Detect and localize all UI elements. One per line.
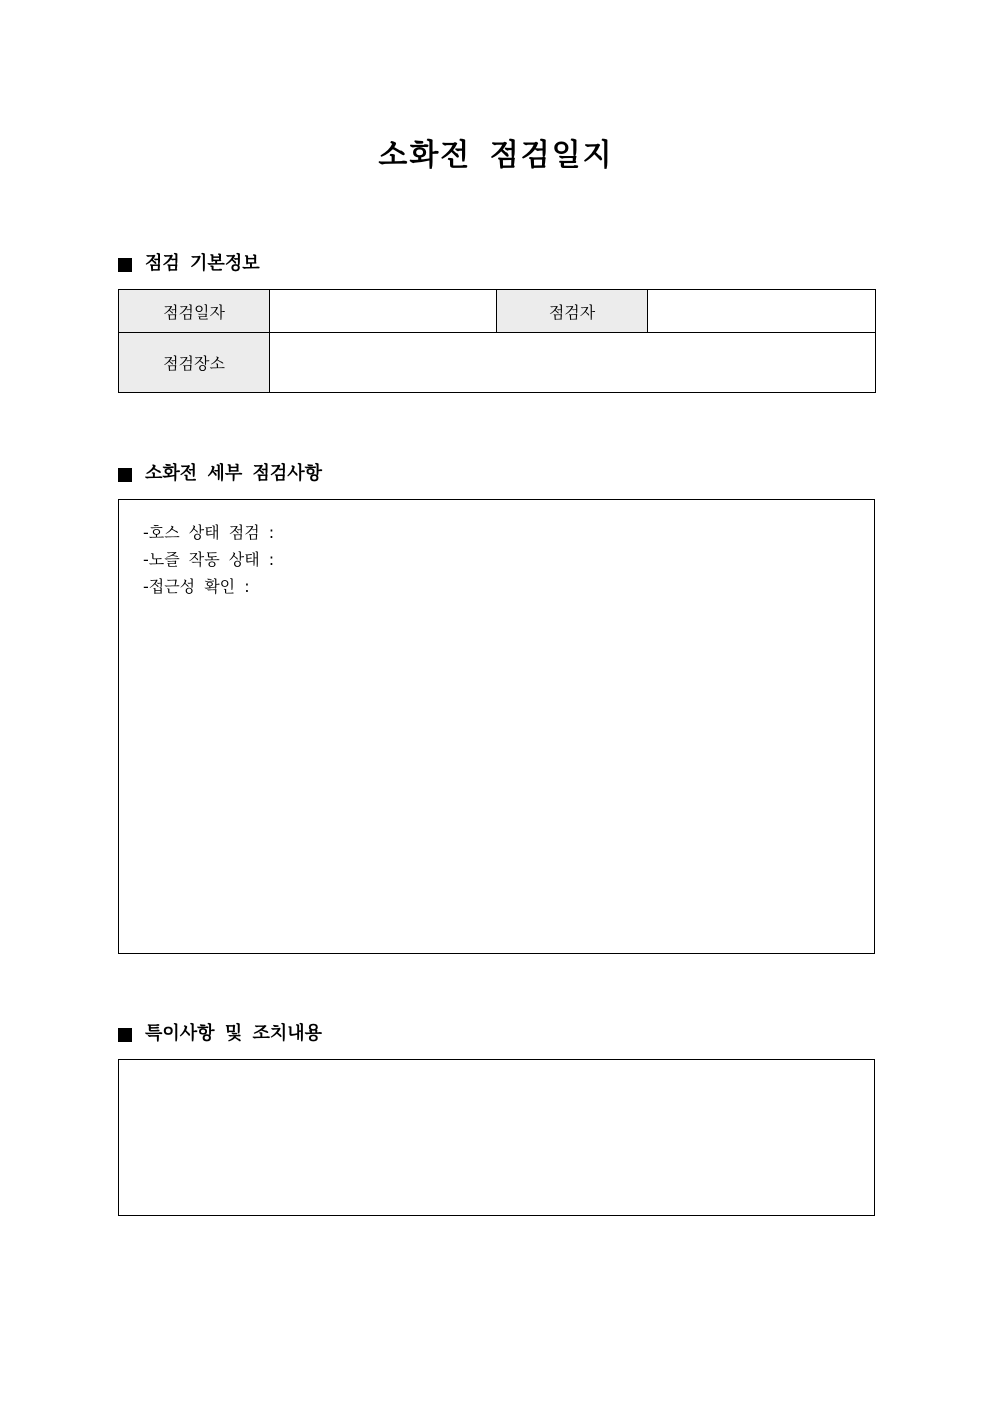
checklist-item-accessibility: -접근성 확인 : — [143, 577, 250, 596]
section-heading-notes — [118, 1022, 322, 1046]
square-bullet-icon — [118, 468, 132, 482]
inspector-field[interactable] — [648, 290, 876, 333]
notes-box[interactable] — [118, 1059, 875, 1216]
basic-info-table — [118, 289, 876, 393]
square-bullet-icon — [118, 1028, 132, 1042]
section-heading-detail — [118, 462, 322, 486]
inspection-date-field[interactable] — [270, 290, 497, 333]
square-bullet-icon — [118, 258, 132, 272]
inspector-label: 점검자 — [497, 290, 648, 333]
section-heading-label: 소화전 세부 점검사항 — [145, 463, 323, 484]
inspection-date-label: 점검일자 — [119, 290, 270, 333]
inspection-location-label: 점검장소 — [119, 333, 270, 393]
detail-checklist-box[interactable] — [118, 499, 875, 954]
inspection-location-field[interactable] — [270, 333, 876, 393]
section-heading-label: 특이사항 및 조치내용 — [145, 1023, 323, 1044]
table-row — [119, 290, 876, 333]
checklist-item-nozzle: -노즐 작동 상태 : — [143, 550, 275, 569]
page-title: 소화전 점검일지 — [378, 138, 614, 173]
section-heading-basic-info — [118, 252, 260, 276]
table-row — [119, 333, 876, 393]
section-heading-label: 점검 기본정보 — [145, 253, 260, 274]
checklist-item-hose: -호스 상태 점검 : — [143, 523, 275, 542]
detail-checklist — [143, 519, 274, 600]
